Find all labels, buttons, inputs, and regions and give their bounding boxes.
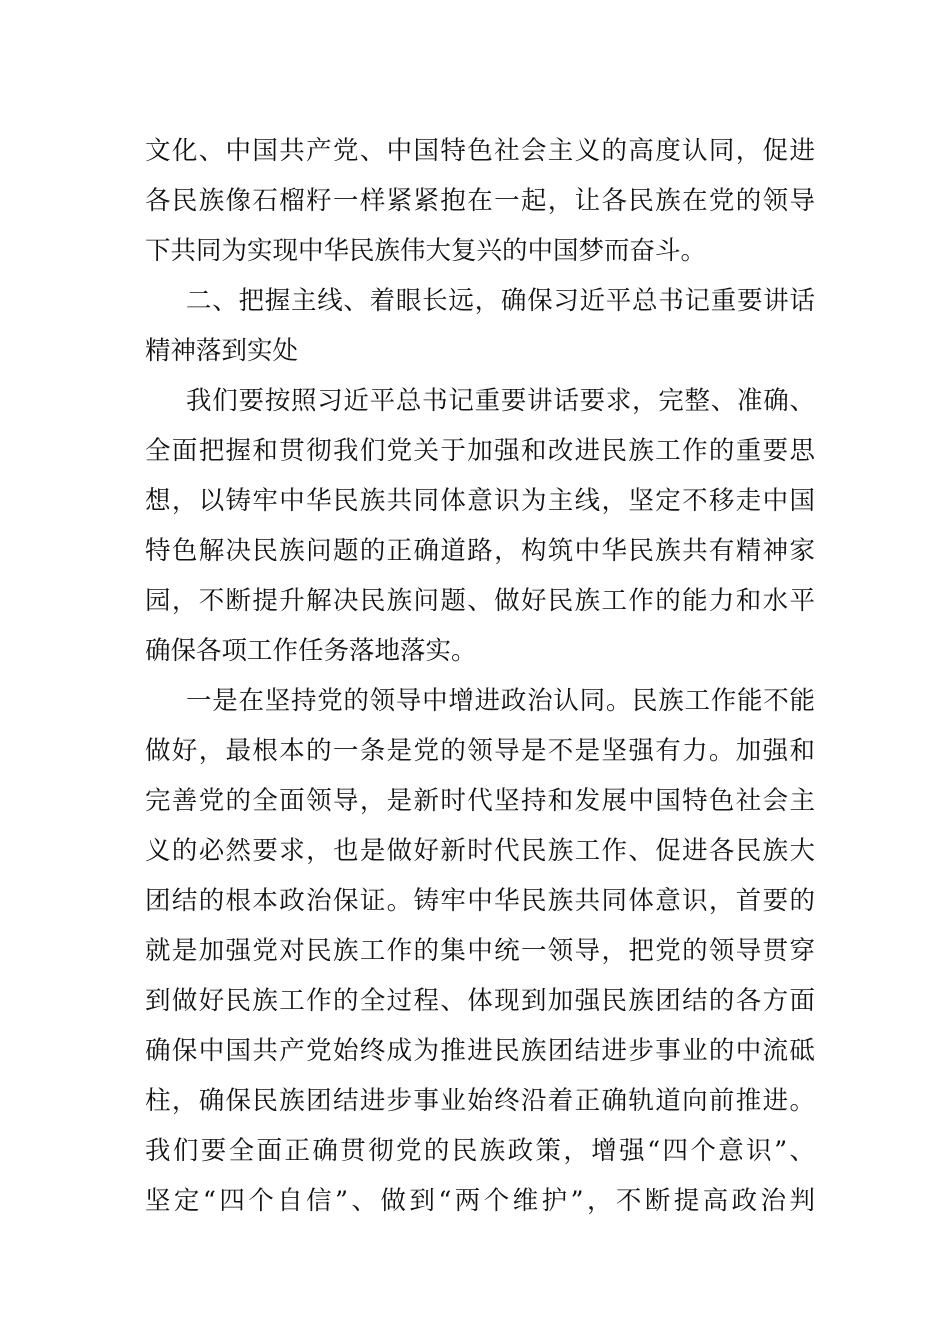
text-line-9: 特色解决民族问题的正确道路，构筑中华民族共有精神家 [145, 536, 815, 566]
text-line-10: 园，不断提升解决民族问题、做好民族工作的能力和水平 [145, 586, 815, 616]
text-line-17: 就是加强党对民族工作的集中统一领导，把党的领导贯穿 [145, 936, 815, 966]
section-heading-line-1: 二、把握主线、着眼长远，确保习近平总书记重要讲话 [186, 286, 815, 316]
text-line-22: 坚定“四个自信”、做到“两个维护”，不断提高政治判 [145, 1186, 815, 1216]
text-line-12: 一是在坚持党的领导中增进政治认同。民族工作能不能 [186, 686, 815, 716]
text-line-15: 义的必然要求，也是做好新时代民族工作、促进各民族大 [145, 836, 815, 866]
text-line-13: 做好，最根本的一条是党的领导是不是坚强有力。加强和 [145, 736, 815, 766]
text-line-3: 下共同为实现中华民族伟大复兴的中国梦而奋斗。 [145, 236, 707, 266]
text-line-19: 确保中国共产党始终成为推进民族团结进步事业的中流砥 [145, 1036, 815, 1066]
section-heading-line-2: 精神落到实处 [145, 336, 299, 366]
text-line-1: 文化、中国共产党、中国特色社会主义的高度认同，促进 [145, 136, 815, 166]
text-line-18: 到做好民族工作的全过程、体现到加强民族团结的各方面 [145, 986, 815, 1016]
text-line-20: 柱，确保民族团结进步事业始终沿着正确轨道向前推进。 [145, 1086, 815, 1116]
text-line-8: 想，以铸牢中华民族共同体意识为主线，坚定不移走中国 [145, 486, 815, 516]
text-line-14: 完善党的全面领导，是新时代坚持和发展中国特色社会主 [145, 786, 815, 816]
text-line-6: 我们要按照习近平总书记重要讲话要求，完整、准确、 [186, 386, 815, 416]
text-line-21: 我们要全面正确贯彻党的民族政策，增强“四个意识”、 [145, 1136, 815, 1166]
text-line-2: 各民族像石榴籽一样紧紧抱在一起，让各民族在党的领导 [145, 186, 815, 216]
text-line-11: 确保各项工作任务落地落实。 [145, 636, 477, 666]
text-line-16: 团结的根本政治保证。铸牢中华民族共同体意识，首要的 [145, 886, 815, 916]
text-line-7: 全面把握和贯彻我们党关于加强和改进民族工作的重要思 [145, 436, 815, 466]
